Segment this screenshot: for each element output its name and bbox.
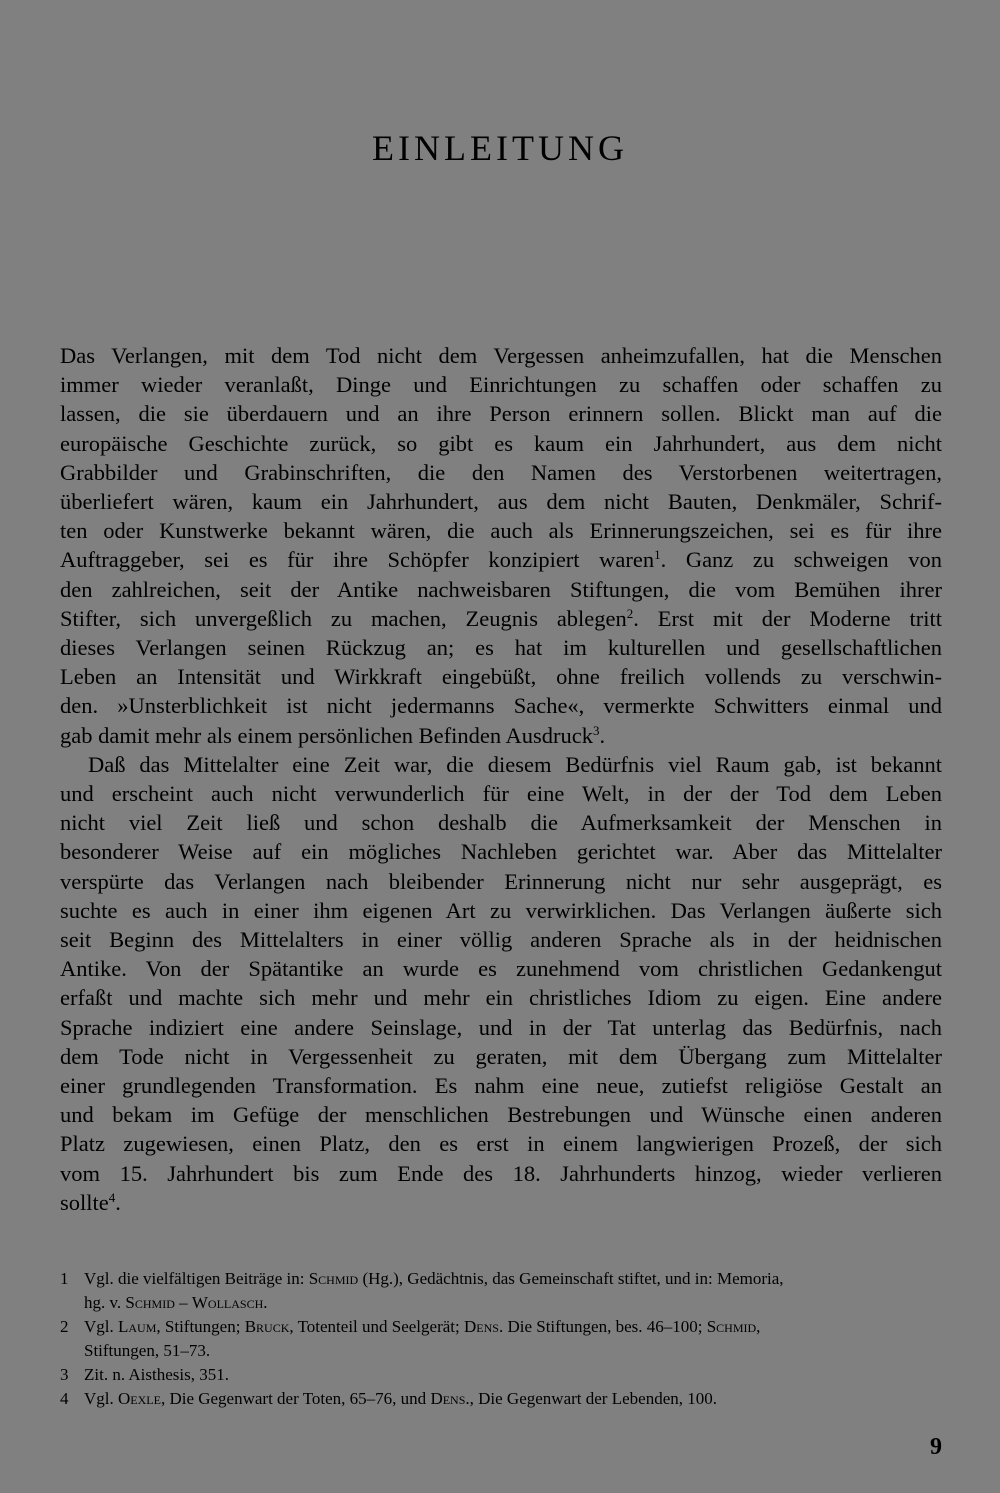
text-line	[60, 545, 942, 574]
text-line: Platz zugewiesen, einen Platz, den es erst in einem langwierigen Prozeß, der sich	[60, 1131, 942, 1157]
text-line: erfaßt und machte sich mehr und mehr ein christliches Idiom zu eigen. Eine andere	[60, 985, 942, 1011]
text-segment: .	[263, 1293, 268, 1312]
footnotes	[60, 1267, 942, 1411]
text-line: Antike. Von der Spätantike an wurde es zunehmend vom christlichen Gedankengut	[60, 956, 942, 982]
text-line: Grabbilder und Grabinschriften, die den Namen des Verstorbenen weitertragen,	[60, 459, 942, 485]
text-line: europäische Geschichte zurück, so gibt es kaum ein Jahrhundert, aus dem nicht	[60, 430, 942, 456]
footnote-number: 4	[60, 1389, 69, 1408]
text-line: und erscheint auch nicht verwunderlich für eine Welt, in der der Tod dem Leben	[60, 781, 942, 807]
author-name: Dens	[430, 1389, 466, 1408]
footnote-1	[60, 1267, 942, 1315]
text-line: dem Tode nicht in Vergessenheit zu geraten, mit dem Übergang zum Mittelalter	[60, 1043, 942, 1069]
text-line: den zahlreichen, seit der Antike nachweisbaren Stiftungen, die vom Bemühen ihrer	[60, 576, 942, 602]
text-line	[60, 721, 942, 750]
text-segment: , Totenteil und Seelgerät;	[289, 1317, 464, 1336]
text-segment: Auftraggeber, sei es für ihre Schöpfer konzipiert waren	[60, 547, 655, 573]
body-text	[60, 341, 942, 1217]
text-segment: .	[599, 722, 606, 748]
text-line: Sprache indiziert eine andere Seinslage, und in der Tat unterlag das Bedürfnis, nach	[60, 1014, 942, 1040]
page-title: EINLEITUNG	[372, 128, 628, 168]
text-segment: (Hg.), Gedächtnis, das Gemeinschaft stiftet, und in: Memoria,	[358, 1269, 784, 1288]
footnote-4	[60, 1387, 942, 1411]
author-name: Dens	[463, 1317, 499, 1336]
text-segment: Vgl. die vielfältigen Beiträge in:	[84, 1269, 309, 1288]
text-segment: gab damit mehr als einem persönlichen Befinden Ausdruck	[60, 722, 593, 748]
text-line: vom 15. Jahrhundert bis zum Ende des 18. Jahrhunderts hinzog, wieder verlieren	[60, 1160, 942, 1186]
footnote-line: Zit. n. Aisthesis, 351.	[84, 1365, 229, 1384]
text-segment: Vgl.	[84, 1317, 118, 1336]
footnote-2	[60, 1315, 942, 1363]
text-segment: ,	[756, 1317, 761, 1336]
footnote-number: 2	[60, 1317, 69, 1336]
text-line: Leben an Intensität und Wirkkraft eingebüßt, ohne freilich vollends zu verschwin-	[60, 664, 942, 690]
text-segment: , Stiftungen;	[156, 1317, 245, 1336]
text-line: Das Verlangen, mit dem Tod nicht dem Vergessen anheimzufallen, hat die Menschen	[60, 343, 942, 368]
author-name: Bruck	[244, 1317, 290, 1336]
footnote-mark-2[interactable]: 2	[626, 605, 634, 621]
text-segment: ., Die Gegenwart der Lebenden, 100.	[465, 1389, 717, 1408]
text-line: nicht viel Zeit ließ und schon deshalb die Aufmerksamkeit der Menschen in	[60, 810, 942, 836]
text-line: ten oder Kunstwerke bekannt wären, die auch als Erinnerungszeichen, sei es für ihre	[60, 518, 942, 544]
footnote-number: 1	[60, 1269, 69, 1288]
footnote-line	[84, 1315, 942, 1339]
text-line: Daß das Mittelalter eine Zeit war, die diesem Bedürfnis viel Raum gab, ist bekannt	[88, 751, 942, 777]
text-segment: –	[174, 1293, 192, 1312]
text-segment: sollte	[60, 1189, 109, 1215]
author-name: Schmid	[308, 1269, 359, 1288]
footnote-line	[84, 1267, 942, 1291]
text-line: lassen, die sie überdauern und an ihre Person erinnern sollen. Blickt man auf die	[60, 401, 942, 427]
footnote-mark-4[interactable]: 4	[108, 1189, 116, 1205]
text-segment: Stifter, sich unvergeßlich zu machen, Zeugnis ablegen	[60, 605, 627, 631]
author-name: Oexle	[118, 1389, 161, 1408]
text-line	[60, 1188, 942, 1217]
text-line: den. »Unsterblichkeit ist nicht jedermanns Sache«, vermerkte Schwitters einmal und	[60, 693, 942, 719]
author-name: Laum	[118, 1317, 157, 1336]
author-name: Wollasch	[191, 1293, 264, 1312]
text-line: dieses Verlangen seinen Rückzug an; es hat im kulturellen und gesellschaftlichen	[60, 635, 942, 661]
text-line: einer grundlegenden Transformation. Es nahm eine neue, zutiefst religiöse Gestalt an	[60, 1073, 942, 1099]
text-segment: . Die Stiftungen, bes. 46–100;	[498, 1317, 707, 1336]
author-name: Schmid	[706, 1317, 757, 1336]
page-number: 9	[930, 1434, 942, 1460]
footnote-number: 3	[60, 1365, 69, 1384]
text-line: verspürte das Verlangen nach bleibender Erinnerung nicht nur sehr ausgeprägt, es	[60, 868, 942, 894]
text-line: immer wieder veranlaßt, Dinge und Einrichtungen zu schaffen oder schaffen zu	[60, 372, 942, 398]
text-line: seit Beginn des Mittelalters in einer völlig anderen Sprache als in der heidnischen	[60, 927, 942, 953]
text-segment: .	[115, 1189, 121, 1215]
text-segment: . Erst mit der Moderne tritt	[633, 605, 943, 631]
footnote-mark-1[interactable]: 1	[654, 547, 661, 563]
footnote-mark-3[interactable]: 3	[592, 722, 600, 738]
text-line: besonderer Weise auf ein mögliches Nachleben gerichtet war. Aber das Mittelalter	[60, 839, 942, 865]
paragraph-1	[60, 341, 942, 750]
paragraph-2	[60, 750, 942, 1217]
text-segment: Vgl.	[84, 1389, 118, 1408]
text-segment: . Ganz zu schweigen von	[660, 547, 942, 573]
text-segment: , Die Gegenwart der Toten, 65–76, und	[160, 1389, 431, 1408]
text-line: suchte es auch in einer ihm eigenen Art zu verwirklichen. Das Verlangen äußerte sich	[60, 897, 942, 923]
footnote-3	[60, 1363, 942, 1387]
footnote-line	[84, 1291, 942, 1315]
footnote-line	[84, 1387, 942, 1411]
text-segment: hg. v.	[84, 1293, 126, 1312]
text-line	[60, 604, 942, 633]
text-line: und bekam im Gefüge der menschlichen Bestrebungen und Wünsche einen anderen	[60, 1102, 942, 1128]
text-line: überliefert wären, kaum ein Jahrhundert, aus dem nicht Bauten, Denkmäler, Schrif-	[60, 489, 942, 515]
footnote-line: Stiftungen, 51–73.	[84, 1341, 211, 1360]
author-name: Schmid	[125, 1293, 175, 1312]
